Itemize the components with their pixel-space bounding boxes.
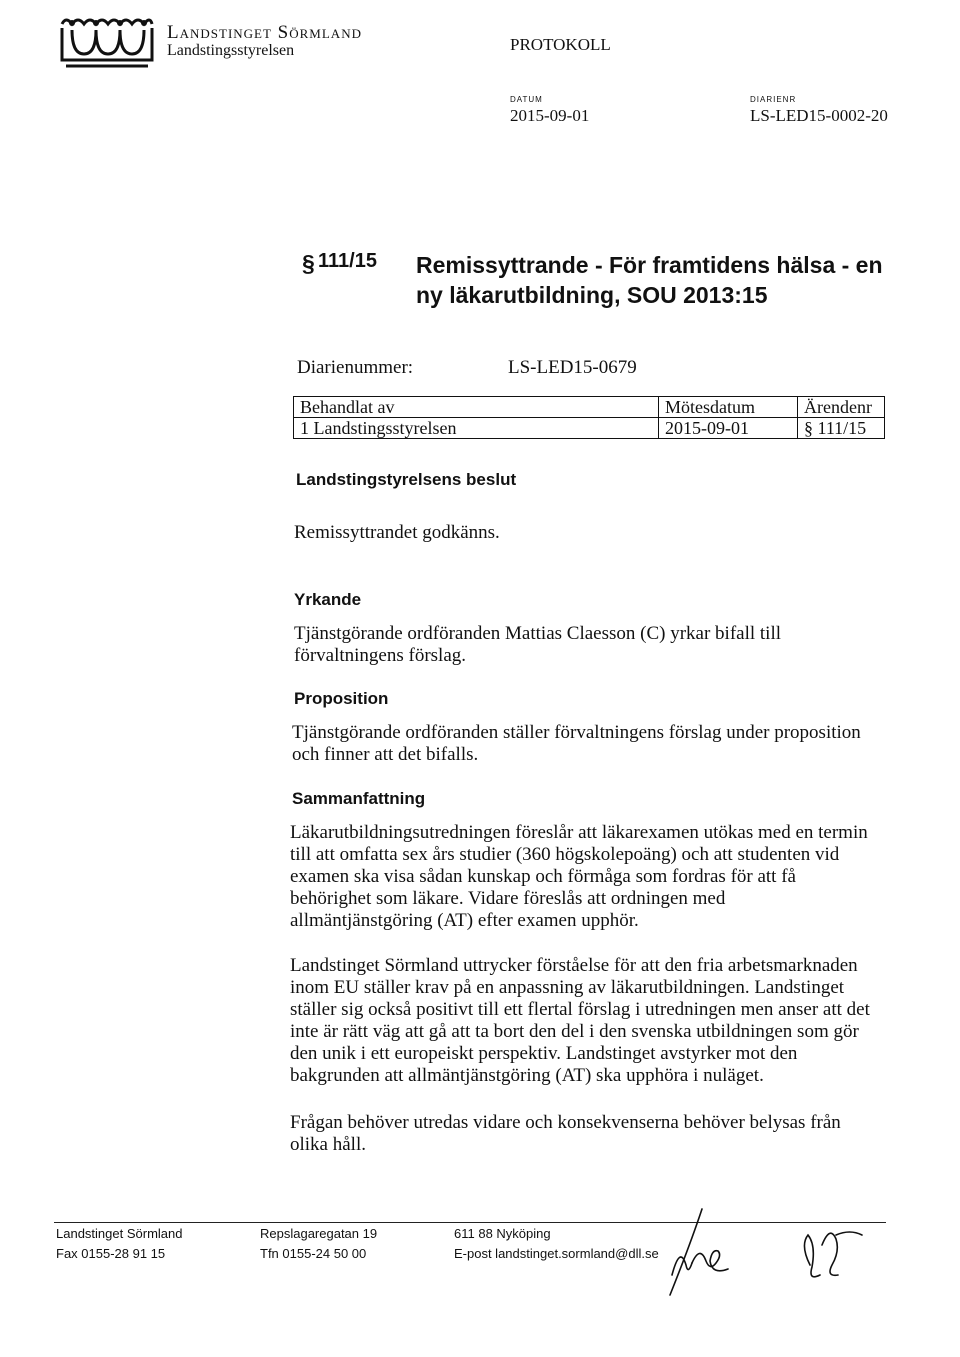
diarienr-value: LS-LED15-0002-20 xyxy=(750,106,888,125)
footer-address: Repslagaregatan 19 xyxy=(260,1226,378,1241)
diarienummer-value: LS-LED15-0679 xyxy=(508,357,637,378)
datum-label: DATUM xyxy=(510,95,543,104)
table-cell-arendenr: § 111/15 xyxy=(798,418,885,439)
yrkande-heading: Yrkande xyxy=(294,590,362,609)
table-row xyxy=(294,418,885,439)
summary-p2-line: inte är rätt väg att gå att ta bort den del i den svenska utbildningen som gör xyxy=(290,1021,859,1042)
paragraph-sign: § xyxy=(302,250,315,276)
paragraph-number: 111/15 xyxy=(318,250,377,272)
treatment-table xyxy=(293,396,885,439)
proposition-line-1: Tjänstgörande ordföranden ställer förvaltningens förslag under proposition xyxy=(292,722,861,743)
diarienr-label: DIARIENR xyxy=(750,95,797,104)
footer-postal: 611 88 Nyköping xyxy=(454,1226,551,1241)
summary-p1-line: behörighet som läkare. Vidare föreslås att ordningen med xyxy=(290,888,726,909)
summary-p1-line: examen ska visa sådan kunskap och förmåga som fordras för att få xyxy=(290,866,796,887)
footer-phone: Tfn 0155-24 50 00 xyxy=(260,1246,367,1261)
summary-p2-line: inom EU ställer krav på en anpassning av läkarutbildningen. Landstinget xyxy=(290,977,845,998)
title-line-1: Remissyttrande - För framtidens hälsa - en xyxy=(416,252,883,278)
datum-value: 2015-09-01 xyxy=(510,106,590,125)
summary-paragraph-2 xyxy=(290,955,910,1087)
summary-p1-line: allmäntjänstgöring (AT) efter examen upphör. xyxy=(290,910,639,931)
yrkande-line-1: Tjänstgörande ordföranden Mattias Claesson (C) yrkar bifall till xyxy=(294,623,782,644)
crown-logo-icon xyxy=(56,14,156,74)
summary-p2-line: bakgrunden att allmäntjänstgöring (AT) ska upphöra i nuläget. xyxy=(290,1065,764,1086)
summary-p1-line: Läkarutbildningsutredningen föreslår att läkarexamen utökas med en termin xyxy=(290,822,868,843)
summary-p3-line: olika håll. xyxy=(290,1134,366,1155)
table-cell-motesdatum: 2015-09-01 xyxy=(659,418,798,439)
footer-org: Landstinget Sörmland xyxy=(56,1226,183,1241)
table-cell-behandlat: 1 Landstingsstyrelsen xyxy=(294,418,659,439)
footer-email: E-post landstinget.sormland@dll.se xyxy=(454,1246,659,1261)
footer-fax: Fax 0155-28 91 15 xyxy=(56,1246,166,1261)
footer-col-3 xyxy=(454,1224,659,1264)
summary-paragraph-3 xyxy=(290,1112,910,1156)
yrkande-text xyxy=(294,623,894,667)
proposition-text xyxy=(292,722,902,766)
yrkande-line-2: förvaltningens förslag. xyxy=(294,645,467,666)
diarienummer-label: Diarienummer: xyxy=(297,357,414,378)
summary-paragraph-1 xyxy=(290,822,910,932)
page-title xyxy=(416,250,896,310)
table-header-arendenr: Ärendenr xyxy=(798,397,885,418)
summary-p2-line: ställer sig också positivt till ett flertal förslag i utredningen men anser att det xyxy=(290,999,870,1020)
footer-col-1 xyxy=(56,1224,182,1264)
table-header-row xyxy=(294,397,885,418)
organization-subtitle: Landstingsstyrelsen xyxy=(167,42,295,59)
beslut-text: Remissyttrandet godkänns. xyxy=(294,522,500,543)
summary-p3-line: Frågan behöver utredas vidare och konsekvenserna behöver belysas från xyxy=(290,1112,841,1133)
table-header-motesdatum: Mötesdatum xyxy=(659,397,798,418)
summary-p2-line: den unik i ett europeiskt perspektiv. Landstinget avstyrker mot den xyxy=(290,1043,798,1064)
title-line-2: ny läkarutbildning, SOU 2013:15 xyxy=(416,282,768,308)
summary-p2-line: Landstinget Sörmland uttrycker förståelse för att den fria arbetsmarknaden xyxy=(290,955,858,976)
organization-name: Landstinget Sörmland xyxy=(167,22,362,43)
signature-icon xyxy=(640,1205,890,1315)
proposition-heading: Proposition xyxy=(294,689,389,708)
proposition-line-2: och finner att det bifalls. xyxy=(292,744,479,765)
document-type: PROTOKOLL xyxy=(510,35,611,54)
sammanfattning-heading: Sammanfattning xyxy=(292,789,426,808)
table-header-behandlat: Behandlat av xyxy=(294,397,659,418)
footer-col-2 xyxy=(260,1224,377,1264)
summary-p1-line: till att omfatta sex års studier (360 högskolepoäng) och att studenten vid xyxy=(290,844,840,865)
beslut-heading: Landstingstyrelsens beslut xyxy=(296,470,517,489)
